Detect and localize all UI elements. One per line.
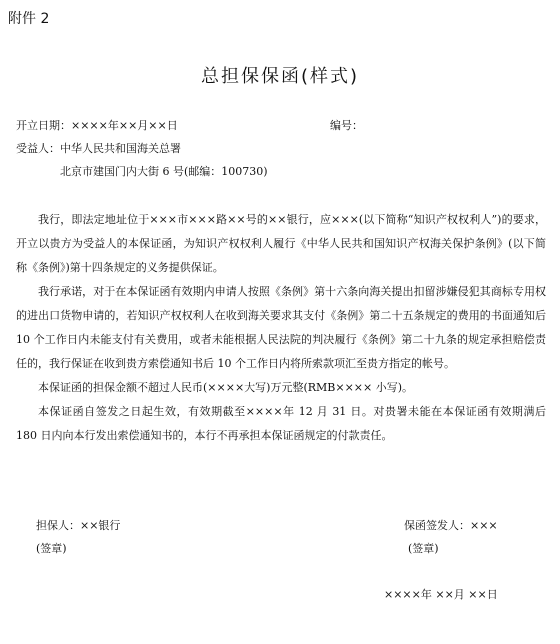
beneficiary-address: 北京市建国门内大街 6 号(邮编：100730) xyxy=(60,165,268,178)
body-paragraph: 我行，即法定地址位于×××市×××路××号的××银行，应×××(以下简称“知识产权权利人”)的要求，开立以贵方为受益人的本保证函，为知识产权权利人履行《中华人民共和国知识产权海关保护条例》(以下简称《条例》)第十四条规定的义务提供保证。 xyxy=(16,213,546,274)
signing-date: ××××年 ××月 ××日 xyxy=(384,588,498,601)
body-paragraph: 我行承诺，对于在本保证函有效期内申请人按照《条例》第十六条向海关提出扣留涉嫌侵犯其商标专用权的进出口货物申请的，若知识产权权利人在收到海关要求其支付《条例》第二十五条规定的费用的书面通知后 10 个工作日内未能支付有关费用，或者未能根据人民法院的判决履行《条例》第二十九条的规定承担赔偿责任的，我行保证在收到贵方索偿通知书后 10 个工作日内将所索款项汇至贵方指定的帐号。 xyxy=(16,285,546,370)
number-label: 编号： xyxy=(330,119,363,132)
beneficiary: 受益人：中华人民共和国海关总署 xyxy=(16,142,181,155)
guarantor-seal: (签章) xyxy=(36,542,67,555)
body-paragraph: 本保证函自签发之日起生效，有效期截至××××年 12 月 31 日。对贵署未能在本保证函有效期满后 180 日内向本行发出索偿通知书的，本行不再承担本保证函规定的付款责任。 xyxy=(16,405,546,442)
issue-date: 开立日期：××××年××月××日 xyxy=(16,119,178,132)
document-title: 总担保保函(样式) xyxy=(200,66,360,87)
guarantor-name: 担保人：××银行 xyxy=(36,519,121,532)
body-paragraph: 本保证函的担保金额不超过人民币(××××大写)万元整(RMB×××× 小写)。 xyxy=(38,381,414,394)
letter-body xyxy=(16,208,546,448)
signer-name: 保函签发人：××× xyxy=(404,519,498,532)
signer-seal: (签章) xyxy=(408,542,439,555)
attachment-label: 附件 2 xyxy=(8,11,50,27)
